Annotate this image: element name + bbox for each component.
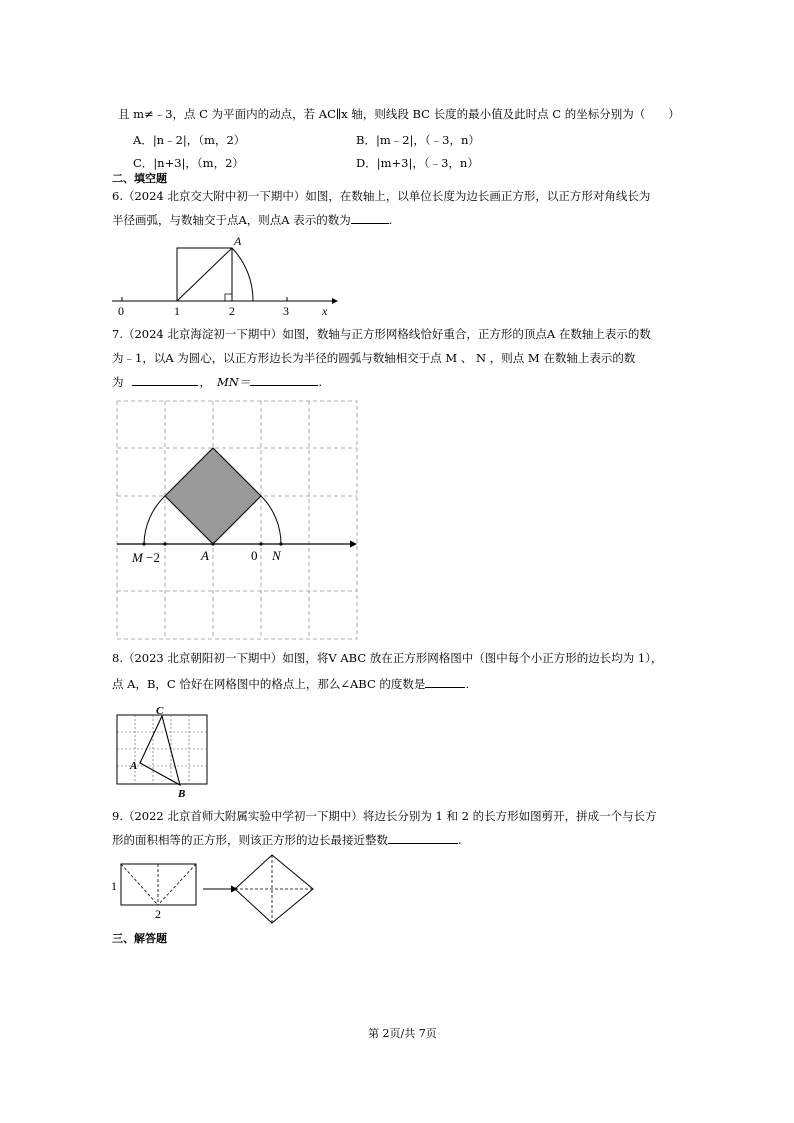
q7-line3: 为 ， MN＝ . — [112, 375, 322, 389]
q8-label-a: A — [130, 760, 138, 772]
q8-label-b: B — [178, 788, 186, 800]
tick-label-0: 0 — [118, 304, 124, 318]
q9-answer-blank[interactable] — [388, 833, 458, 844]
axis-arrow-icon — [332, 298, 338, 304]
tick-label-1: 1 — [174, 304, 180, 318]
square-diagonal — [177, 248, 232, 301]
radius-arc — [232, 248, 253, 301]
q7-line1: 7.（2024 北京海淀初一下期中）如图，数轴与正方形网格线恰好重合，正方形的顶点A 在数轴上表示的数 — [112, 327, 651, 341]
q5-option-d: D．|m+3|，（﹣3，n） — [356, 156, 479, 170]
q5-option-c: C．|n+3|，（m，2） — [133, 156, 244, 170]
axis-var-label: x — [322, 304, 328, 318]
section-answer-heading: 三、解答题 — [112, 932, 167, 945]
q6-line2: 半径画弧，与数轴交于点A，则点A 表示的数为 . — [112, 213, 393, 227]
q7-mn-answer-blank[interactable] — [250, 375, 318, 386]
right-angle-mark — [225, 294, 232, 301]
shaded-square — [165, 448, 261, 544]
triangle-abc — [140, 716, 180, 785]
section-fill-blank-heading: 二、填空题 — [112, 172, 167, 185]
point-a-dot — [211, 542, 214, 545]
point-a-label: A — [234, 234, 242, 248]
rectangle-cut-lines — [121, 864, 196, 905]
right-arc — [261, 496, 281, 544]
tick-label-2: 2 — [229, 304, 235, 318]
point-n-dot — [279, 542, 282, 545]
label-0: 0 — [251, 548, 258, 563]
q6-numberline-figure — [108, 232, 340, 316]
q7-axis-arrow-icon — [350, 541, 357, 548]
q8-line2: 点 A，B，C 恰好在网格图中的格点上，那么∠ABC 的度数是 . — [112, 677, 470, 691]
point-neg2-dot — [163, 542, 166, 545]
side-label-2: 2 — [155, 907, 161, 921]
page-footer: 第 2页/共 7页 — [368, 1027, 437, 1040]
q9-line2: 形的面积相等的正方形，则该正方形的边长最接近整数 . — [112, 833, 462, 847]
point-m-dot — [142, 542, 145, 545]
q8-grid-figure — [113, 703, 213, 799]
q8-answer-blank[interactable] — [425, 677, 465, 688]
q8-line1: 8.（2023 北京朝阳初一下期中）如图，将V ABC 放在正方形网格图中（图中每个小正方形的边长均为 1）， — [112, 651, 663, 665]
square-cut-lines — [235, 855, 313, 923]
q7-m-answer-blank[interactable] — [132, 375, 198, 386]
point-0-dot — [259, 542, 262, 545]
rectangle-1x2 — [121, 864, 196, 905]
q8-grid-border — [117, 715, 207, 784]
q5-stem: 且 m≠﹣3，点 C 为平面内的动点，若 AC∥x 轴，则线段 BC 长度的最小值及此时点 C 的坐标分别为（ ） — [118, 107, 680, 121]
q9-cut-figure — [110, 852, 330, 924]
label-neg2: −2 — [146, 550, 160, 565]
label-a: A — [201, 548, 209, 563]
q5-option-a: A．|n﹣2|，（m，2） — [133, 133, 246, 147]
label-m: M — [132, 550, 143, 565]
q6-line1: 6.（2024 北京交大附中初一下期中）如图，在数轴上，以单位长度为边长画正方形，以正方形对角线长为 — [112, 189, 651, 203]
q6-answer-blank[interactable] — [351, 213, 389, 224]
q7-grid-figure — [114, 398, 360, 642]
q7-line2: 为﹣1，以A 为圆心，以正方形边长为半径的圆弧与数轴相交于点 M 、 N ，则点 M 在数轴上表示的数 — [112, 351, 636, 365]
q8-grid-lines — [117, 715, 207, 784]
left-arc — [144, 496, 165, 544]
q9-line1: 9.（2022 北京首师大附属实验中学初一下期中）将边长分别为 1 和 2 的长方形如图剪开，拼成一个与长方 — [112, 809, 657, 823]
label-n: N — [272, 548, 281, 563]
side-label-1: 1 — [111, 879, 117, 893]
tick-label-3: 3 — [283, 304, 289, 318]
q8-label-c: C — [156, 705, 164, 717]
q5-option-b: B．|m﹣2|，（﹣3，n） — [356, 133, 480, 147]
